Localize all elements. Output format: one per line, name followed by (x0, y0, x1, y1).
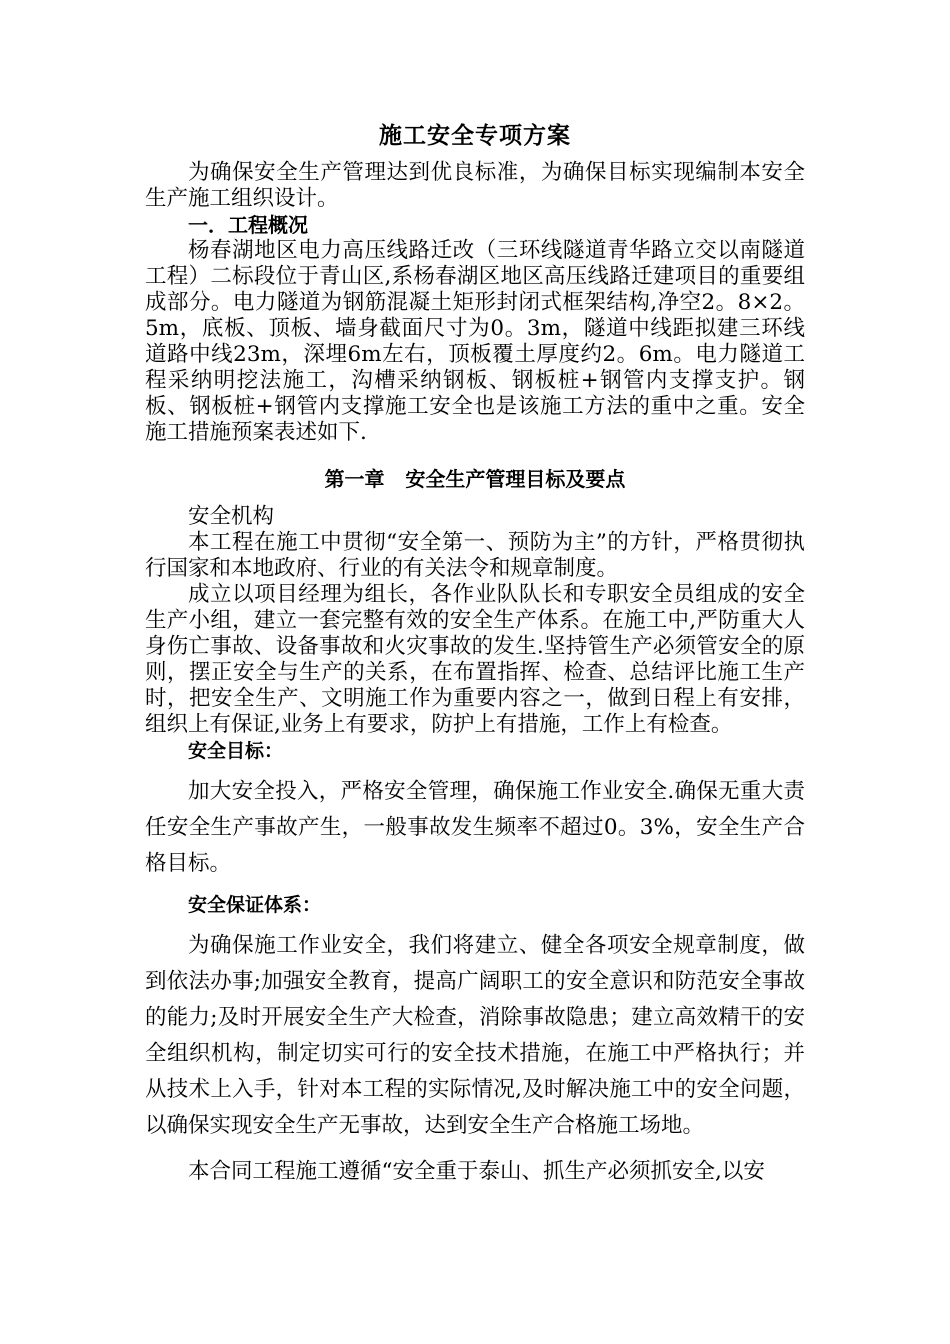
contract-body: 本合同工程施工遵循“安全重于泰山、抓生产必须抓安全,以安 (188, 1159, 765, 1184)
org-paragraph-1: 本工程在施工中贯彻“安全第一、预防为主”的方针，严格贯彻执行国家和本地政府、行业的有关法令和规章制度。 (145, 530, 805, 581)
system-body: 为确保施工作业安全，我们将建立、健全各项安全规章制度，做到依法办事;加强安全教育，提高广阔职工的安全意识和防范安全事故的能力;及时开展安全生产大检查，消除事故隐患；建立高效精干的安全组织机构，制定切实可行的安全技术措施，在施工中严格执行；并从技术上入手，针对本工程的实际情况,及时解决施工中的安全问题，以确保实现安全生产无事故，达到安全生产合格施工场地。 (145, 933, 805, 1138)
document-page (145, 118, 805, 1190)
goal-body: 加大安全投入，严格安全管理，确保施工作业安全.确保无重大责任安全生产事故产生，一般事故发生频率不超过0。3%，安全生产合格目标。 (145, 779, 805, 876)
org-paragraph-2: 成立以项目经理为组长，各作业队队长和专职安全员组成的安全生产小组，建立一套完整有效的安全生产体系。在施工中,严防重大人身伤亡事故、设备事故和火灾事故的发生.坚持管生产必须管安全的原则，摆正安全与生产的关系，在布置指挥、检查、总结评比施工生产时，把安全生产、文明施工作为重要内容之一，做到日程上有安排，组织上有保证,业务上有要求，防护上有措施，工作上有检查。 (145, 582, 805, 737)
intro-paragraph: 为确保安全生产管理达到优良标准，为确保目标实现编制本安全生产施工组织设计。 (145, 160, 805, 211)
document-title: 施工安全专项方案 (379, 123, 571, 149)
section1-body: 杨春湖地区电力高压线路迁改（三环线隧道青华路立交以南隧道工程）二标段位于青山区,系杨春湖区地区高压线路迁建项目的重要组成部分。电力隧道为钢筋混凝土矩形封闭式框架结构,净空2。8×2。5m，底板、顶板、墙身截面尺寸为0。3m，隧道中线距拟建三环线道路中线23m，深埋6m左右，顶板覆土厚度约2。6m。电力隧道工程采纳明挖法施工，沟槽采纳钢板、钢板桩+钢管内支撑支护。钢板、钢板桩+钢管内支撑施工安全也是该施工方法的重中之重。安全施工措施预案表述如下. (145, 238, 805, 445)
section1-heading: 一．工程概况 (188, 213, 308, 237)
system-label: 安全保证体系： (188, 894, 322, 916)
org-label: 安全机构 (188, 504, 275, 529)
chapter1-heading: 第一章 安全生产管理目标及要点 (324, 467, 626, 491)
goal-label: 安全目标： (188, 740, 284, 762)
